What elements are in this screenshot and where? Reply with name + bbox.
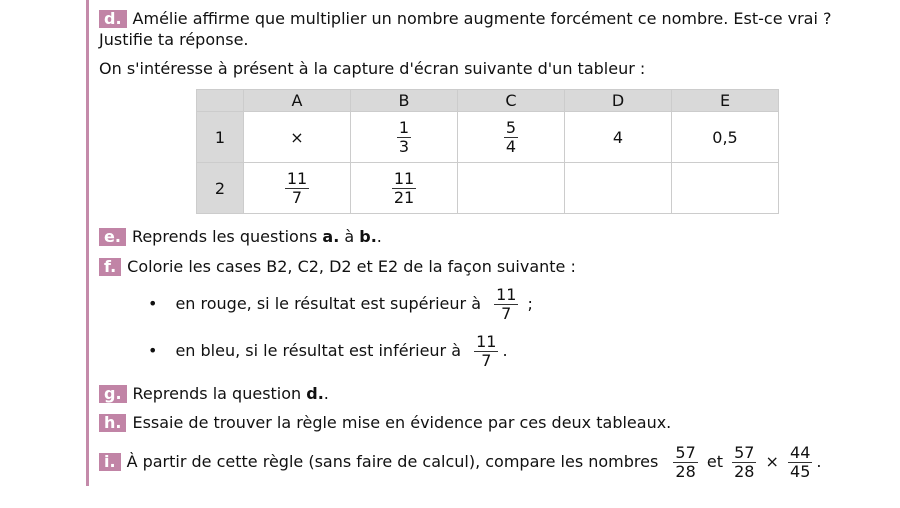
numerator: 57 xyxy=(675,443,696,462)
row-header: 1 xyxy=(197,112,244,163)
cell-B2 xyxy=(351,163,458,214)
margin-rule xyxy=(86,0,89,486)
question-label: i. xyxy=(99,453,121,471)
text: Reprends les questions xyxy=(131,227,323,246)
text: à xyxy=(339,227,360,246)
denominator: 4 xyxy=(505,136,517,156)
denominator: 28 xyxy=(675,462,696,481)
col-header: A xyxy=(244,90,351,112)
cell-C1 xyxy=(458,112,565,163)
denominator: 28 xyxy=(734,462,755,481)
denominator: 7 xyxy=(501,304,512,323)
denominator: 7 xyxy=(481,351,492,370)
cell-C2 xyxy=(458,163,565,214)
intro-text: On s'intéresse à présent à la capture d'écran suivante d'un tableur : xyxy=(99,59,646,78)
numerator: 11 xyxy=(476,332,497,351)
ref: b. xyxy=(359,227,377,246)
text: ; xyxy=(527,294,533,313)
ref: d. xyxy=(306,384,324,403)
text: en rouge, si le résultat est supérieur à xyxy=(175,294,481,313)
numerator: 11 xyxy=(496,285,517,304)
cell-D2 xyxy=(565,163,672,214)
bullet-blue xyxy=(148,333,508,370)
question-h xyxy=(99,413,671,432)
question-label: e. xyxy=(99,228,126,246)
cell-E2 xyxy=(672,163,779,214)
question-d xyxy=(99,9,832,28)
question-d-line2: Justifie ta réponse. xyxy=(99,30,249,49)
text: Colorie les cases B2, C2, D2 et E2 de la façon suivante : xyxy=(127,257,576,276)
col-header: E xyxy=(672,90,779,112)
bullet-red xyxy=(148,286,533,323)
question-label: h. xyxy=(99,414,126,432)
question-text: Amélie affirme que multiplier un nombre augmente forcément ce nombre. Est-ce vrai ? xyxy=(132,9,832,28)
cell-D1: 4 xyxy=(565,112,672,163)
bullet-icon: • xyxy=(148,341,158,360)
question-label: f. xyxy=(99,258,121,276)
numerator: 57 xyxy=(734,443,755,462)
text: et xyxy=(706,452,723,471)
times-sign: × xyxy=(765,452,779,471)
col-header: B xyxy=(351,90,458,112)
cell-A1: × xyxy=(244,112,351,163)
text: . xyxy=(502,341,508,360)
text: . xyxy=(376,227,382,246)
denominator: 45 xyxy=(790,462,811,481)
row-header: 2 xyxy=(197,163,244,214)
denominator: 7 xyxy=(291,187,303,207)
denominator: 3 xyxy=(398,136,410,156)
question-i xyxy=(99,444,821,481)
numerator: 11 xyxy=(393,168,415,188)
numerator: 11 xyxy=(286,168,308,188)
bullet-icon: • xyxy=(148,294,158,313)
text: . xyxy=(816,452,822,471)
question-g xyxy=(99,384,329,403)
cell-B1 xyxy=(351,112,458,163)
question-e xyxy=(99,227,382,246)
text: À partir de cette règle (sans faire de calcul), compare les nombres xyxy=(126,452,659,471)
text: Essaie de trouver la règle mise en évidence par ces deux tableaux. xyxy=(132,413,672,432)
text: en bleu, si le résultat est inférieur à xyxy=(175,341,462,360)
question-label: g. xyxy=(99,385,127,403)
numerator: 5 xyxy=(505,117,517,137)
corner-cell xyxy=(197,90,244,112)
question-label: d. xyxy=(99,10,127,28)
text: . xyxy=(323,384,329,403)
cell-A2 xyxy=(244,163,351,214)
denominator: 21 xyxy=(393,187,415,207)
question-f xyxy=(99,257,576,276)
col-header: D xyxy=(565,90,672,112)
numerator: 44 xyxy=(790,443,811,462)
text: Reprends la question xyxy=(132,384,307,403)
ref: a. xyxy=(322,227,340,246)
col-header: C xyxy=(458,90,565,112)
numerator: 1 xyxy=(398,117,410,137)
cell-E1: 0,5 xyxy=(672,112,779,163)
spreadsheet-table xyxy=(196,89,779,214)
